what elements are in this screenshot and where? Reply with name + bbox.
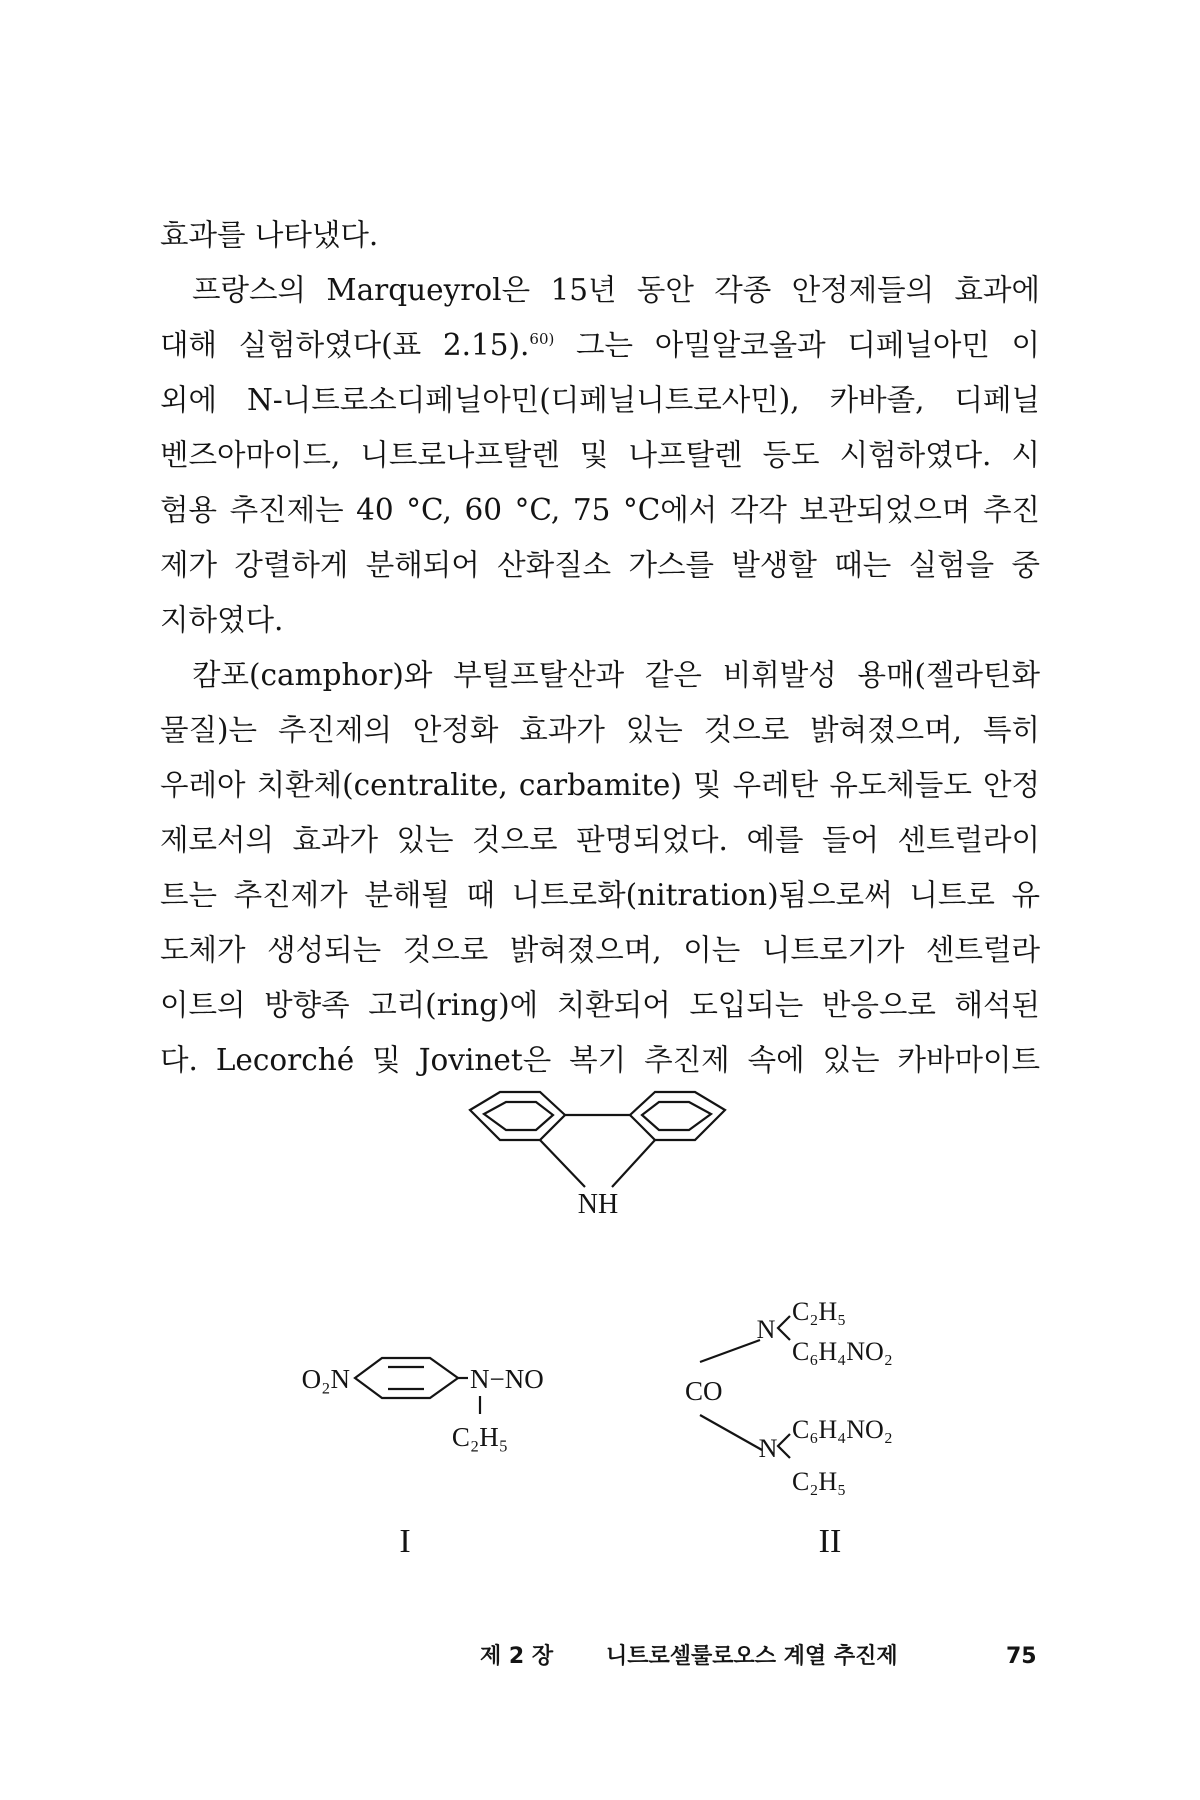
compound-2-caption: II bbox=[818, 1523, 842, 1560]
nh-label: NH bbox=[577, 1189, 619, 1220]
branch-bond-top bbox=[778, 1316, 790, 1340]
text-line: 물질)는 추진제의 안정화 효과가 있는 것으로 밝혀졌으며, 특히 bbox=[160, 713, 1040, 747]
text-line: 제가 강렬하게 분해되어 산화질소 가스를 발생할 때는 실험을 중 bbox=[160, 548, 1040, 582]
compound-1-structure bbox=[290, 1330, 580, 1560]
text-line: 이트의 방향족 고리(ring)에 치환되어 도입되는 반응으로 해석된 bbox=[160, 988, 1040, 1022]
ethyl-group-label: C₂H₅ bbox=[451, 1422, 509, 1452]
text-line: 캄포(camphor)와 부틸프탈산과 같은 비휘발성 용매(젤라틴화 bbox=[192, 658, 1040, 692]
text-line: 벤즈아마이드, 니트로나프탈렌 및 나프탈렌 등도 시험하였다. 시 bbox=[160, 438, 1040, 472]
chapter-number: 제 2 장 bbox=[480, 1644, 554, 1669]
text-line: 다. Lecorché 및 Jovinet은 복기 추진제 속에 있는 카바마이트 bbox=[160, 1043, 1040, 1077]
benzene-ring-left-inner bbox=[484, 1102, 553, 1130]
branch-bond-bottom bbox=[778, 1434, 790, 1458]
nitroso-group-label: N−NO bbox=[470, 1364, 544, 1394]
carbonyl-n-bond-bottom bbox=[700, 1415, 762, 1450]
text-fragment: 그는 아밀알코올과 디페닐아민 이 bbox=[554, 328, 1040, 362]
text-line bbox=[160, 318, 1040, 373]
paragraph-1 bbox=[160, 208, 1040, 263]
carbazole-structure bbox=[440, 1070, 760, 1240]
nitrogen-bottom-label: N bbox=[758, 1434, 778, 1463]
nitrogen-bond-right bbox=[612, 1140, 655, 1187]
text-fragment: 대해 실험하였다(표 2.15). bbox=[160, 328, 530, 362]
text-line: 제로서의 효과가 있는 것으로 판명되었다. 예를 들어 센트럴라이 bbox=[160, 823, 1040, 857]
nitrophenyl-bottom-label: C₆H₄NO₂ bbox=[792, 1415, 893, 1444]
benzene-ring bbox=[355, 1358, 458, 1398]
running-footer bbox=[480, 1637, 1040, 1677]
chapter-title: 니트로셀룰로오스 계열 추진제 bbox=[606, 1644, 898, 1669]
text-line: 외에 N-니트로소디페닐아민(디페닐니트로사민), 카바졸, 디페닐 bbox=[160, 383, 1040, 417]
nitrogen-top-label: N bbox=[756, 1315, 776, 1344]
compound-1-caption: I bbox=[399, 1523, 411, 1560]
paragraph-3 bbox=[160, 648, 1040, 1088]
paragraph-2 bbox=[160, 263, 1040, 648]
text-line: 프랑스의 Marqueyrol은 15년 동안 각종 안정제들의 효과에 bbox=[192, 273, 1040, 307]
ethyl-bottom-label: C₂H₅ bbox=[792, 1467, 847, 1496]
carbonyl-n-bond-top bbox=[700, 1340, 760, 1362]
ethyl-top-label: C₂H₅ bbox=[792, 1297, 847, 1326]
text-line: 도체가 생성되는 것으로 밝혀졌으며, 이는 니트로기가 센트럴라 bbox=[160, 933, 1040, 967]
carbonyl-label: CO bbox=[685, 1376, 723, 1406]
reference-marker: 60) bbox=[529, 330, 555, 349]
text-line: 효과를 나타냈다. bbox=[160, 218, 379, 252]
nitro-group-label: O₂N bbox=[301, 1364, 350, 1394]
text-line: 험용 추진제는 40 °C, 60 °C, 75 °C에서 각각 보관되었으며 추진 bbox=[160, 493, 1040, 527]
nitrogen-bond-left bbox=[540, 1140, 585, 1187]
text-line: 지하였다. bbox=[160, 603, 284, 637]
nitrophenyl-top-label: C₆H₄NO₂ bbox=[792, 1337, 893, 1366]
text-line: 우레아 치환체(centralite, carbamite) 및 우레탄 유도체들도 안정 bbox=[160, 768, 1040, 802]
text-line: 트는 추진제가 분해될 때 니트로화(nitration)됨으로써 니트로 유 bbox=[160, 878, 1040, 912]
compound-2-structure bbox=[680, 1280, 960, 1560]
page-number: 75 bbox=[1006, 1644, 1037, 1669]
benzene-ring-right-inner bbox=[642, 1102, 711, 1130]
